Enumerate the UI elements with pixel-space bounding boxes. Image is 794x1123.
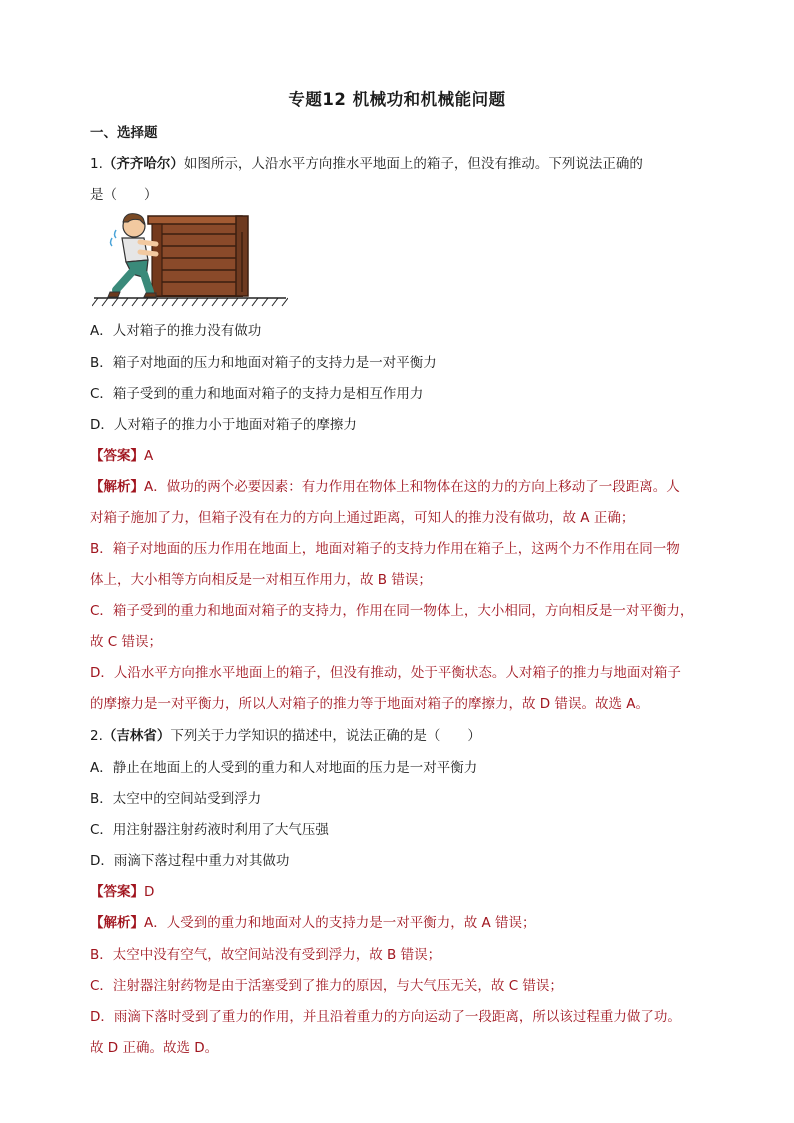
question-2-analysis-line: C．注射器注射药物是由于活塞受到了推力的原因，与大气压无关，故 C 错误；: [90, 978, 563, 994]
question-text: 如图所示，人沿水平方向推水平地面上的箱子，但没有推动。下列说法正确的: [183, 156, 643, 172]
question-2-option-c: C．用注射器注射药液时利用了大气压强: [90, 822, 329, 838]
question-1-stem-cont: 是（ ）: [90, 187, 158, 203]
question-1-analysis-line: [90, 478, 680, 496]
answer-tag: 【答案】: [90, 448, 144, 464]
section-heading: 一、选择题: [90, 125, 158, 141]
question-text: 下列关于力学知识的描述中，说法正确的是（ ）: [170, 728, 481, 744]
question-1-option-a: A．人对箱子的推力没有做功: [90, 323, 262, 339]
question-1-analysis-line: 的摩擦力是一对平衡力，所以人对箱子的推力等于地面对箱子的摩擦力，故 D 错误。故选 A。: [90, 696, 650, 712]
answer-value: A: [144, 448, 154, 464]
question-2-analysis-line: 故 D 正确。故选 D。: [90, 1040, 219, 1056]
question-2-stem: [90, 727, 481, 745]
person-pushing-crate-illustration: [92, 208, 288, 312]
answer-tag: 【答案】: [90, 884, 144, 900]
question-1-option-d: D．人对箱子的推力小于地面对箱子的摩擦力: [90, 417, 357, 433]
question-source: （齐齐哈尔）: [102, 156, 184, 172]
analysis-text: A．做功的两个必要因素：有力作用在物体上和物体在这的力的方向上移动了一段距离。人: [144, 479, 680, 495]
question-1-analysis-line: 体上，大小相等方向相反是一对相互作用力，故 B 错误；: [90, 572, 432, 588]
question-number: 1.: [90, 156, 103, 172]
question-2-option-a: A．静止在地面上的人受到的重力和人对地面的压力是一对平衡力: [90, 760, 478, 776]
question-2-answer: [90, 883, 154, 901]
person-icon: [108, 214, 156, 297]
question-1-stem: [90, 155, 643, 173]
page-title: 专题12 机械功和机械能问题: [288, 90, 506, 109]
analysis-text: A．人受到的重力和地面对人的支持力是一对平衡力，故 A 错误；: [144, 915, 536, 931]
question-1-analysis-line: C．箱子受到的重力和地面对箱子的支持力，作用在同一物体上，大小相同，方向相反是一对平衡力，: [90, 603, 694, 619]
question-1-analysis-line: B．箱子对地面的压力作用在地面上，地面对箱子的支持力作用在箱子上，这两个力不作用在同一物: [90, 541, 680, 557]
answer-value: D: [144, 884, 155, 900]
analysis-tag: 【解析】: [90, 479, 144, 495]
question-2-analysis-line: D．雨滴下落时受到了重力的作用，并且沿着重力的方向运动了一段距离，所以该过程重力做了功。: [90, 1009, 681, 1025]
analysis-tag: 【解析】: [90, 915, 144, 931]
question-2-analysis-line: B．太空中没有空气，故空间站没有受到浮力，故 B 错误；: [90, 947, 442, 963]
question-2-option-b: B．太空中的空间站受到浮力: [90, 791, 262, 807]
question-1-answer: [90, 447, 153, 465]
question-2-option-d: D．雨滴下落过程中重力对其做功: [90, 853, 290, 869]
question-1-analysis-line: D．人沿水平方向推水平地面上的箱子，但没有推动，处于平衡状态。人对箱子的推力与地面对箱子: [90, 665, 681, 681]
question-2-analysis-line: [90, 914, 536, 932]
question-source: （吉林省）: [102, 728, 171, 744]
crate-icon: [148, 216, 248, 296]
question-1-analysis-line: 故 C 错误；: [90, 634, 163, 650]
question-1-option-c: C．箱子受到的重力和地面对箱子的支持力是相互作用力: [90, 386, 424, 402]
question-1-option-b: B．箱子对地面的压力和地面对箱子的支持力是一对平衡力: [90, 355, 437, 371]
question-number: 2.: [90, 728, 103, 744]
question-1-analysis-line: 对箱子施加了力，但箱子没有在力的方向上通过距离，可知人的推力没有做功，故 A 正确；: [90, 510, 635, 526]
